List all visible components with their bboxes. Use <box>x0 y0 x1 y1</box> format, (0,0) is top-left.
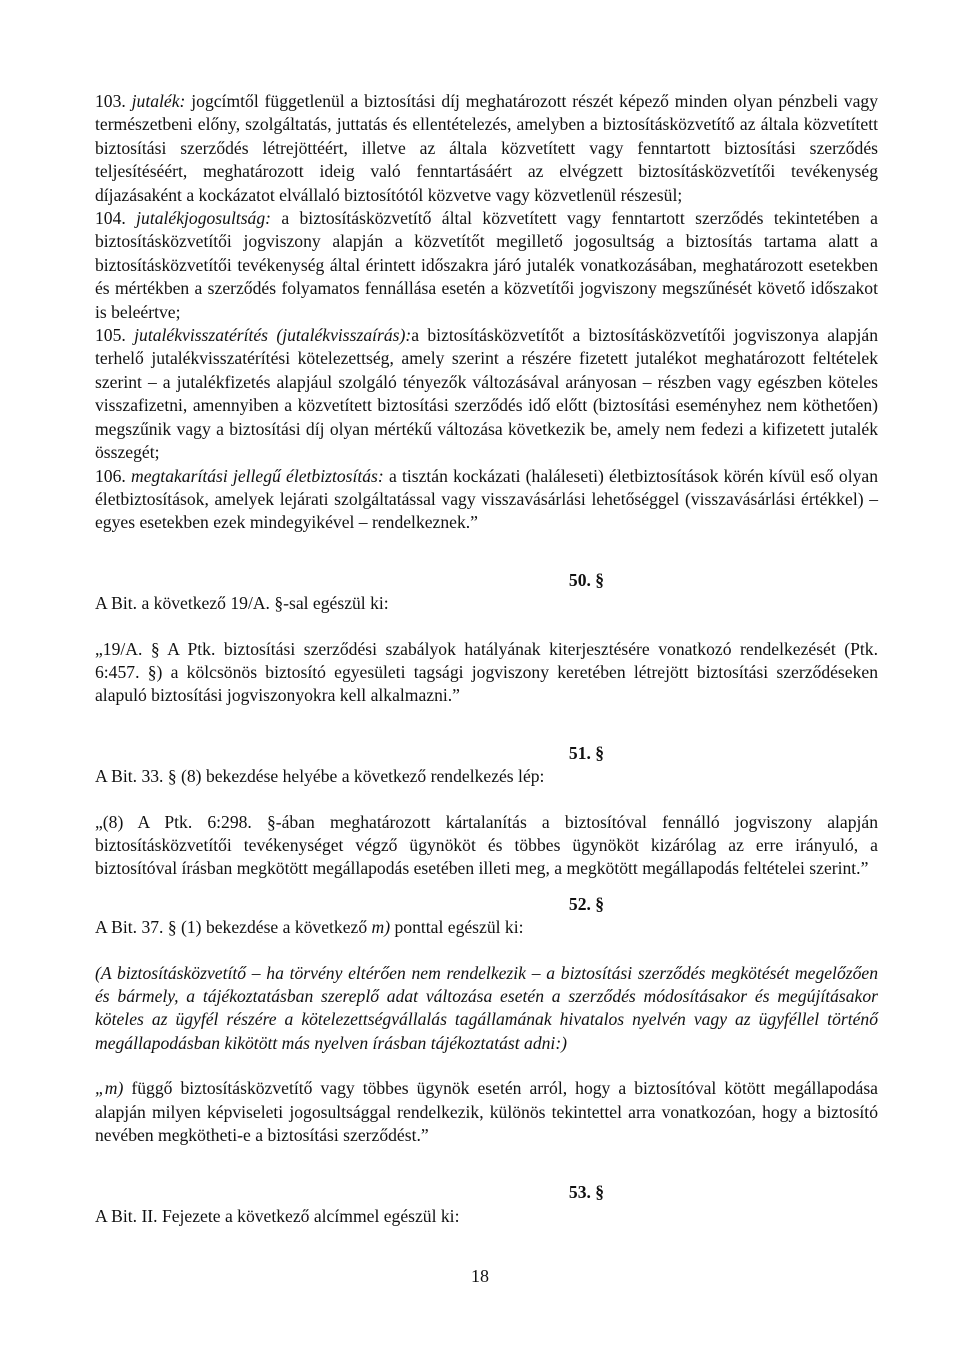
point-label: „m) <box>95 1078 124 1099</box>
section-intro-52 <box>95 916 878 939</box>
definition-number: 104. <box>95 208 126 229</box>
page-number: 18 <box>471 1266 489 1286</box>
point-reference: m) <box>371 917 391 938</box>
definition-104 <box>95 207 878 324</box>
section-point-m <box>95 1077 878 1147</box>
section-intro-51: A Bit. 33. § (8) bekezdése helyébe a következő rendelkezés lép: <box>95 766 545 787</box>
definition-number: 106. <box>95 465 126 486</box>
section-italic-context-52: (A biztosításközvetítő – ha törvény eltérően nem rendelkezik – a biztosítási szerződés megkötését megelőzően és bármely, a tájékoztatásban szereplő adat változása esetén a szerződés módosításakor és megújításakor köteles az ügyfél részére a kötelezettségvállalás tagállamának hivatalos nyelvén vagy az ügyféllel történő megállapodásban kikötött más nyelven írásban tájékoztatást adni:) <box>95 962 878 1053</box>
intro-text: A Bit. 37. § (1) bekezdése a következő <box>95 917 372 938</box>
section-heading-53: 53. § <box>568 1182 605 1203</box>
definition-number: 105. <box>95 325 126 346</box>
section-quote-50: „19/A. § A Ptk. biztosítási szerződési szabályok hatályának kiterjesztésére vonatkozó rendelkezését (Ptk. 6:457. §) a kölcsönös biztosító egyesületi tagsági jogviszony keretében létrejött biztosítási szerződéseken alapuló biztosítási jogviszonyokra kell alkalmazni.” <box>95 638 878 706</box>
section-quote-51: „(8) A Ptk. 6:298. §-ában meghatározott kártalanítás a biztosítóval fennálló jogviszony alapján biztosításközvetítői tevékenységet végző ügynököt és többes ügynököt kizárólag az erre irányuló, a biztosítóval írásban megkötött megállapodás esetében illeti meg, a megkötött megállapodás feltételei szerint.” <box>95 811 878 879</box>
section-heading-52: 52. § <box>568 893 605 914</box>
definition-text: a tisztán kockázati (haláleseti) életbiztosítások körén kívül eső olyan életbiztosítások, amelyek lejárati szolgáltatással vagy visszavásárlási lehetőséggel (visszavásárlási értékkel) – egyes esetekben ezek mindegyikével – rendelkeznek.” <box>95 465 879 533</box>
definition-term: jutalékjogosultság: <box>136 208 272 229</box>
definition-103 <box>95 90 878 207</box>
definition-text: a biztosításközvetítőt a biztosításközvetítői jogviszonya alapján terhelő jutalékvisszatérítési kötelezettség, amely szerint a részére fizetett jutalékot meghatározott feltételek szerint – a jutalékfizetés alapjául szolgáló tényezők változásával arányosan – részben vagy egészben köteles visszafizetni, amennyiben a közvetített biztosítási szerződés idő előtt (biztosítási eseményhez nem köthetően) megszűnik vagy a biztosítási díj olyan mértékű változása következik be, amely nem fedezi a kifizetett jutalék összegét; <box>95 325 878 463</box>
definition-106 <box>95 465 878 535</box>
definition-term: megtakarítási jellegű életbiztosítás: <box>131 465 384 486</box>
document-page <box>95 90 878 1228</box>
definition-term: jutalékvisszatérítés (jutalékvisszaírás): <box>134 325 412 346</box>
definition-text: a biztosításközvetítő által közvetített vagy fenntartott szerződés tekintetében a biztosításközvetítői jogviszony alapján a közvetítőt megillető jogosultság a biztosítás tartama alatt a biztosításközvetítői tevékenység által érintett időszakra járó jutalék vonatkozásában, meghatározott esetekben és mértékben a szerződés folyamatos fennállása esetén a közvetítői jogviszony megszűnését követő időszakot is beleértve; <box>95 208 878 322</box>
definition-term: jutalék: <box>131 91 186 111</box>
intro-text: ponttal egészül ki: <box>390 917 524 938</box>
definition-105 <box>95 324 878 464</box>
point-text: függő biztosításközvetítő vagy többes ügynök esetén arról, hogy a biztosítóval kötött megállapodása alapján milyen képviseleti jogosultsággal rendelkezik, különös tekintettel arra vonatkozóan, hogy a biztosító nevében megkötheti-e a biztosítási szerződést.” <box>95 1078 878 1146</box>
section-intro-53: A Bit. II. Fejezete a következő alcímmel egészül ki: <box>95 1205 460 1226</box>
section-heading-50: 50. § <box>568 569 605 590</box>
definition-number: 103. <box>95 91 126 111</box>
definition-text: jogcímtől függetlenül a biztosítási díj meghatározott részét képező minden olyan pénzbeli vagy természetbeni előny, szolgáltatás, juttatás és ellentételezés, amelyben a biztosításközvetítő az általa közvetített biztosítási szerződés létrejöttéért, illetve az általa közvetített vagy fenntartott biztosítási szerződés teljesítéséért, meghatározott ideig való fenntartásáért az elvégzett biztosításközvetítői tevékenység díjazásaként a kockázatot elvállaló biztosítótól közvetve vagy közvetlenül részesül; <box>95 91 879 205</box>
section-intro-50: A Bit. a következő 19/A. §-sal egészül ki: <box>95 593 389 614</box>
section-heading-51: 51. § <box>568 742 605 763</box>
